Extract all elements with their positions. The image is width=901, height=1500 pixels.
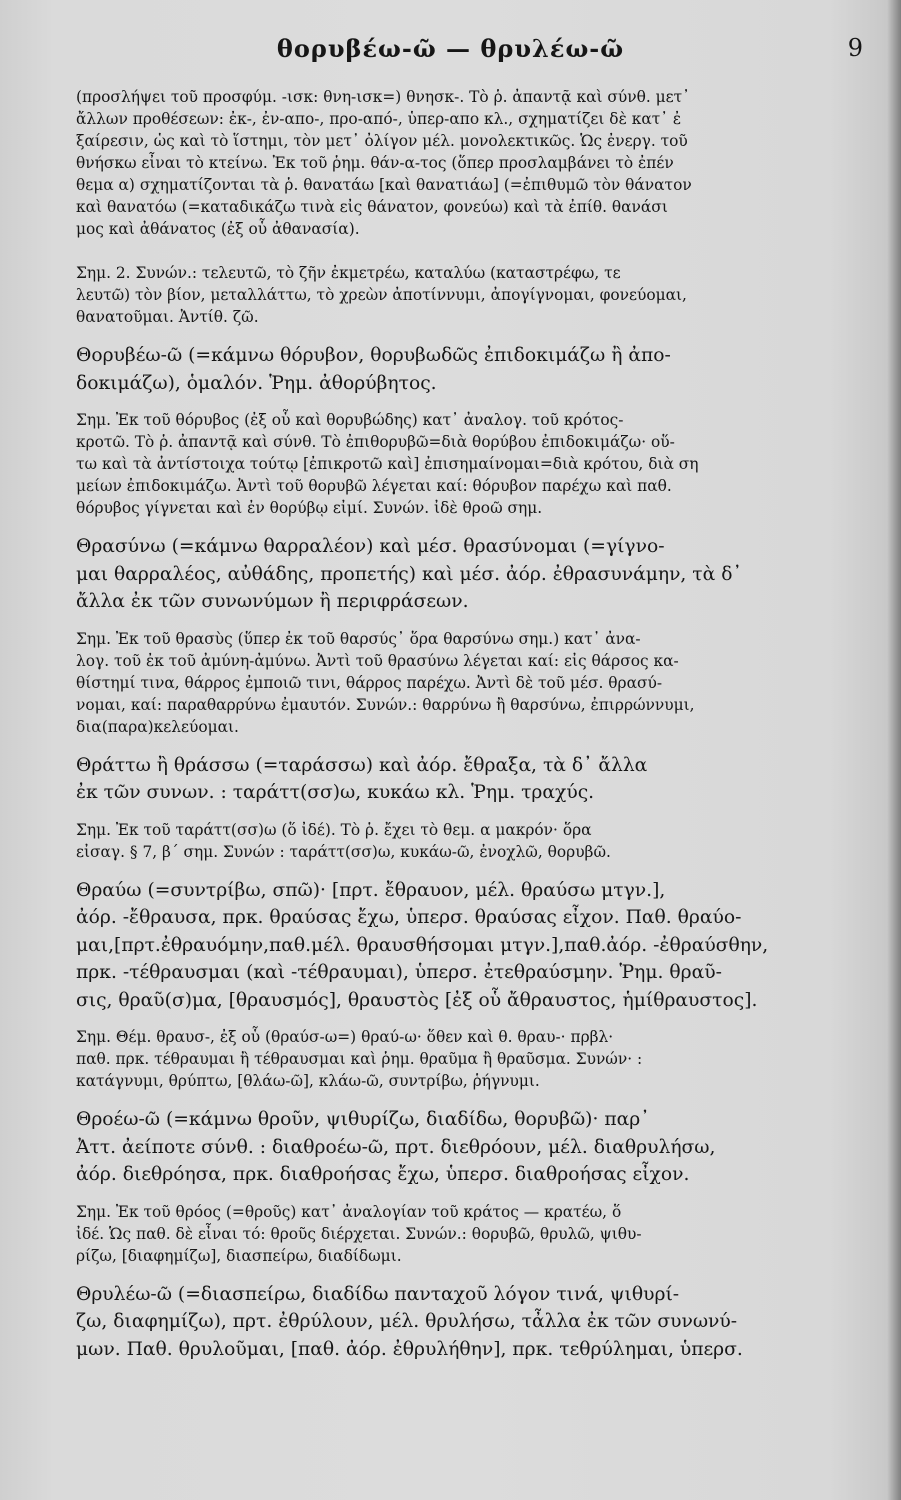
note-line: ἰδέ. Ὡς παθ. δὲ εἶναι τό: θροῦς διέρχεται. Συνών.: θορυβῶ, θρυλῶ, ψιθυ- — [76, 1224, 642, 1243]
note-line: θόρυβος γίγνεται καὶ ἐν θορύβῳ εἰμί. Συνών. ἰδὲ θροῶ σημ. — [76, 499, 543, 517]
note-paragraph — [76, 1026, 876, 1092]
note-line: λογ. τοῦ ἐκ τοῦ ἀμύνη-ἀμύνω. Ἀντὶ τοῦ θρασύνω λέγεται καί: εἰς θάρσος κα- — [76, 651, 679, 670]
entry-line: Θραύω (=συντρίβω, σπῶ)· [πρτ. ἔθραυον, μέλ. θραύσω μτγν.], — [76, 879, 666, 901]
note-line: καὶ θανατόω (=καταδικάζω τινὰ εἰς θάνατον, φονεύω) καὶ τὰ ἐπίθ. θανάσι — [76, 198, 668, 216]
entry-line: πρκ. -τέθραυσμαι (καὶ -τέθραυμαι), ὑπερσ. ἐτεθραύσμην. Ῥημ. θραῦ- — [76, 962, 722, 983]
dictionary-entry — [76, 877, 876, 1015]
entry-line: δοκιμάζω), ὁμαλόν. Ῥημ. ἀθορύβητος. — [76, 372, 437, 394]
entry-line: Θρασύνω (=κάμνω θαρραλέον) καὶ μέσ. θρασύνομαι (=γίγνο- — [76, 536, 665, 557]
note-line: νομαι, καί: παραθαρρύνω ἐμαυτόν. Συνών.: θαρρύνω ἢ θαρσύνω, ἐπιρρώννυμι, — [76, 695, 695, 714]
entry-line: ἀόρ. διεθρόησα, πρκ. διαθροήσας ἔχω, ὑπερσ. διαθροήσας εἶχον. — [76, 1164, 690, 1185]
entry-line: μαι,[πρτ.ἐθραυόμην,παθ.μέλ. θραυσθήσομαι μτγν.],παθ.ἀόρ. -ἐθραύσθην, — [76, 934, 769, 956]
note-line: ξαίρεσιν, ὡς καὶ τὸ ἵστημι, τὸν μετ᾿ ὀλίγον μέλ. μονολεκτικῶς. Ὡς ἐνεργ. τοῦ — [76, 132, 688, 150]
entry-line: Θρυλέω-ῶ (=διασπείρω, διαδίδω πανταχοῦ λόγον τινά, ψιθυρί- — [76, 1283, 680, 1305]
note-paragraph — [76, 1201, 876, 1267]
entry-line: Θορυβέω-ῶ (=κάμνω θόρυβον, θορυβωδῶς ἐπιδοκιμάζω ἢ ἀπο- — [76, 345, 671, 366]
note-line: θεμα α) σχηματίζονται τὰ ῥ. θανατάω [καὶ θανατιάω] (=ἐπιθυμῶ τὸν θάνατον — [76, 176, 692, 194]
entry-line: ζω, διαφημίζω), πρτ. ἐθρύλουν, μέλ. θρυλήσω, τἆλλα ἐκ τῶν συνωνύ- — [76, 1311, 738, 1332]
entry-line: Θράττω ἢ θράσσω (=ταράσσω) καὶ ἀόρ. ἔθραξα, τὰ δ᾿ ἄλλα — [76, 754, 648, 776]
note-line: Σημ. Ἐκ τοῦ θρασὺς (ὕπερ ἐκ τοῦ θαρσύς᾿ ὅρα θαρσύνω σημ.) κατ᾿ ἀνα- — [76, 629, 641, 648]
note-line: ἄλλων προθέσεων: ἐκ-, ἐν-απο-, προ-από-, ὑπερ-απο κλ., σχηματίζει δὲ κατ᾿ ἐ — [76, 110, 682, 128]
page-body — [76, 86, 876, 1363]
paragraph-gap — [76, 1092, 876, 1106]
note-line: παθ. πρκ. τέθραυμαι ἢ τέθραυσμαι καὶ ῥημ. θραῦμα ἢ θραῦσμα. Συνών· : — [76, 1050, 643, 1068]
entry-line: ἄλλα ἐκ τῶν συνωνύμων ἢ περιφράσεων. — [76, 591, 469, 612]
paragraph-gap — [76, 1267, 876, 1281]
paragraph-gap — [76, 240, 876, 262]
paragraph-gap — [76, 519, 876, 533]
note-line: μείων ἐπιδοκιμάζω. Ἀντὶ τοῦ θορυβῶ λέγεται καί: θόρυβον παρέχω καὶ παθ. — [76, 477, 672, 495]
note-line: λευτῶ) τὸν βίον, μεταλλάττω, τὸ χρεὼν ἀποτίννυμι, ἀπογίγνομαι, φονεύομαι, — [76, 286, 687, 304]
note-line: (προσλήψει τοῦ προσφύμ. -ισκ: θνη-ισκ=) θνησκ-. Τὸ ῥ. ἀπαντᾷ καὶ σύνθ. μετ᾿ — [76, 88, 690, 106]
paragraph-gap — [76, 328, 876, 342]
entry-line: ἀόρ. -ἔθραυσα, πρκ. θραύσας ἔχω, ὑπερσ. θραύσας εἶχον. Παθ. θραύο- — [76, 907, 742, 928]
paragraph-gap — [76, 397, 876, 409]
page-number: 9 — [847, 34, 863, 62]
dictionary-entry — [76, 1106, 876, 1189]
paragraph-gap — [76, 616, 876, 628]
entry-line: Ἀττ. ἀείποτε σύνθ. : διαθροέω-ῶ, πρτ. διεθρόουν, μέλ. διαθρυλήσω, — [76, 1136, 716, 1158]
running-head: θορυβέω-ῶ — θρυλέω-ῶ — [276, 34, 625, 63]
note-paragraph — [76, 262, 876, 328]
note-line: εἰσαγ. § 7, β΄ σημ. Συνών : ταράττ(σσ)ω, κυκάω-ῶ, ἐνοχλῶ, θορυβῶ. — [76, 842, 611, 861]
note-line: θνήσκω εἶναι τὸ κτείνω. Ἐκ τοῦ ῥημ. θάν-α-τος (ὅπερ προσλαμβάνει τὸ ἐπέν — [76, 154, 674, 172]
paragraph-gap — [76, 1014, 876, 1026]
note-line: Σημ. Ἐκ τοῦ θόρυβος (ἐξ οὗ καὶ θορυβώδης) κατ᾿ ἀναλογ. τοῦ κρότος- — [76, 411, 624, 429]
paragraph-gap — [76, 863, 876, 877]
entry-line: ἐκ τῶν συνων. : ταράττ(σσ)ω, κυκάω κλ. Ῥημ. τραχύς. — [76, 782, 595, 803]
note-line: Σημ. Ἐκ τοῦ θρόος (=θροῦς) κατ᾿ ἀναλογίαν τοῦ κράτος — κρατέω, ὅ — [76, 1202, 622, 1221]
page-header — [0, 34, 901, 74]
paragraph-gap — [76, 1189, 876, 1201]
note-line: μος καὶ ἀθάνατος (ἐξ οὗ ἀθανασία). — [76, 220, 360, 238]
note-paragraph — [76, 409, 876, 519]
note-line: κατάγνυμι, θρύπτω, [θλάω-ῶ], κλάω-ῶ, συντρίβω, ῥήγνυμι. — [76, 1072, 540, 1090]
paragraph-gap — [76, 738, 876, 752]
note-line: τω καὶ τὰ ἀντίστοιχα τούτῳ [ἐπικροτῶ καὶ] ἐπισημαίνομαι=διὰ κρότου, διὰ ση — [76, 455, 699, 473]
entry-line: σις, θραῦ(σ)μα, [θραυσμός], θραυστὸς [ἐξ οὗ ἄθραυστος, ἡμίθραυστος]. — [76, 989, 758, 1011]
note-line: κροτῶ. Τὸ ῥ. ἀπαντᾷ καὶ σύνθ. Τὸ ἐπιθορυβῶ=διὰ θορύβου ἐπιδοκιμάζω· οὕ- — [76, 433, 675, 451]
note-paragraph — [76, 628, 876, 738]
note-line: θανατοῦμαι. Ἀντίθ. ζῶ. — [76, 308, 259, 326]
dictionary-entry — [76, 1281, 876, 1364]
dictionary-entry — [76, 752, 876, 807]
note-line: Σημ. Ἐκ τοῦ ταράττ(σσ)ω (ὅ ἰδέ). Τὸ ῥ. ἔχει τὸ θεμ. α μακρόν· ὅρα — [76, 820, 592, 839]
paragraph-gap — [76, 807, 876, 819]
note-line: Σημ. Θέμ. θραυσ-, ἐξ οὗ (θραύσ-ω=) θραύ-ω· ὅθεν καὶ θ. θραυ-· πρβλ· — [76, 1028, 614, 1046]
note-line: Σημ. 2. Συνών.: τελευτῶ, τὸ ζῆν ἐκμετρέω, καταλύω (καταστρέφω, τε — [76, 264, 621, 282]
entry-line: μων. Παθ. θρυλοῦμαι, [παθ. ἀόρ. ἐθρυλήθην], πρκ. τεθρύλημαι, ὑπερσ. — [76, 1338, 743, 1360]
entry-line: μαι θαρραλέος, αὐθάδης, προπετής) καὶ μέσ. ἀόρ. ἐθρασυνάμην, τὰ δ᾿ — [76, 563, 742, 585]
dictionary-entry — [76, 533, 876, 616]
note-line: δια(παρα)κελεύομαι. — [76, 717, 239, 736]
note-paragraph — [76, 86, 876, 240]
note-line: θίστημί τινα, θάρρος ἐμποιῶ τινι, θάρρος παρέχω. Ἀντὶ δὲ τοῦ μέσ. θρασύ- — [76, 673, 663, 692]
entry-line: Θροέω-ῶ (=κάμνω θροῦν, ψιθυρίζω, διαδίδω, θορυβῶ)· παρ᾿ — [76, 1109, 650, 1130]
dictionary-entry — [76, 342, 876, 397]
note-paragraph — [76, 819, 876, 863]
note-line: ρίζω, [διαφημίζω], διασπείρω, διαδίδωμι. — [76, 1246, 402, 1265]
